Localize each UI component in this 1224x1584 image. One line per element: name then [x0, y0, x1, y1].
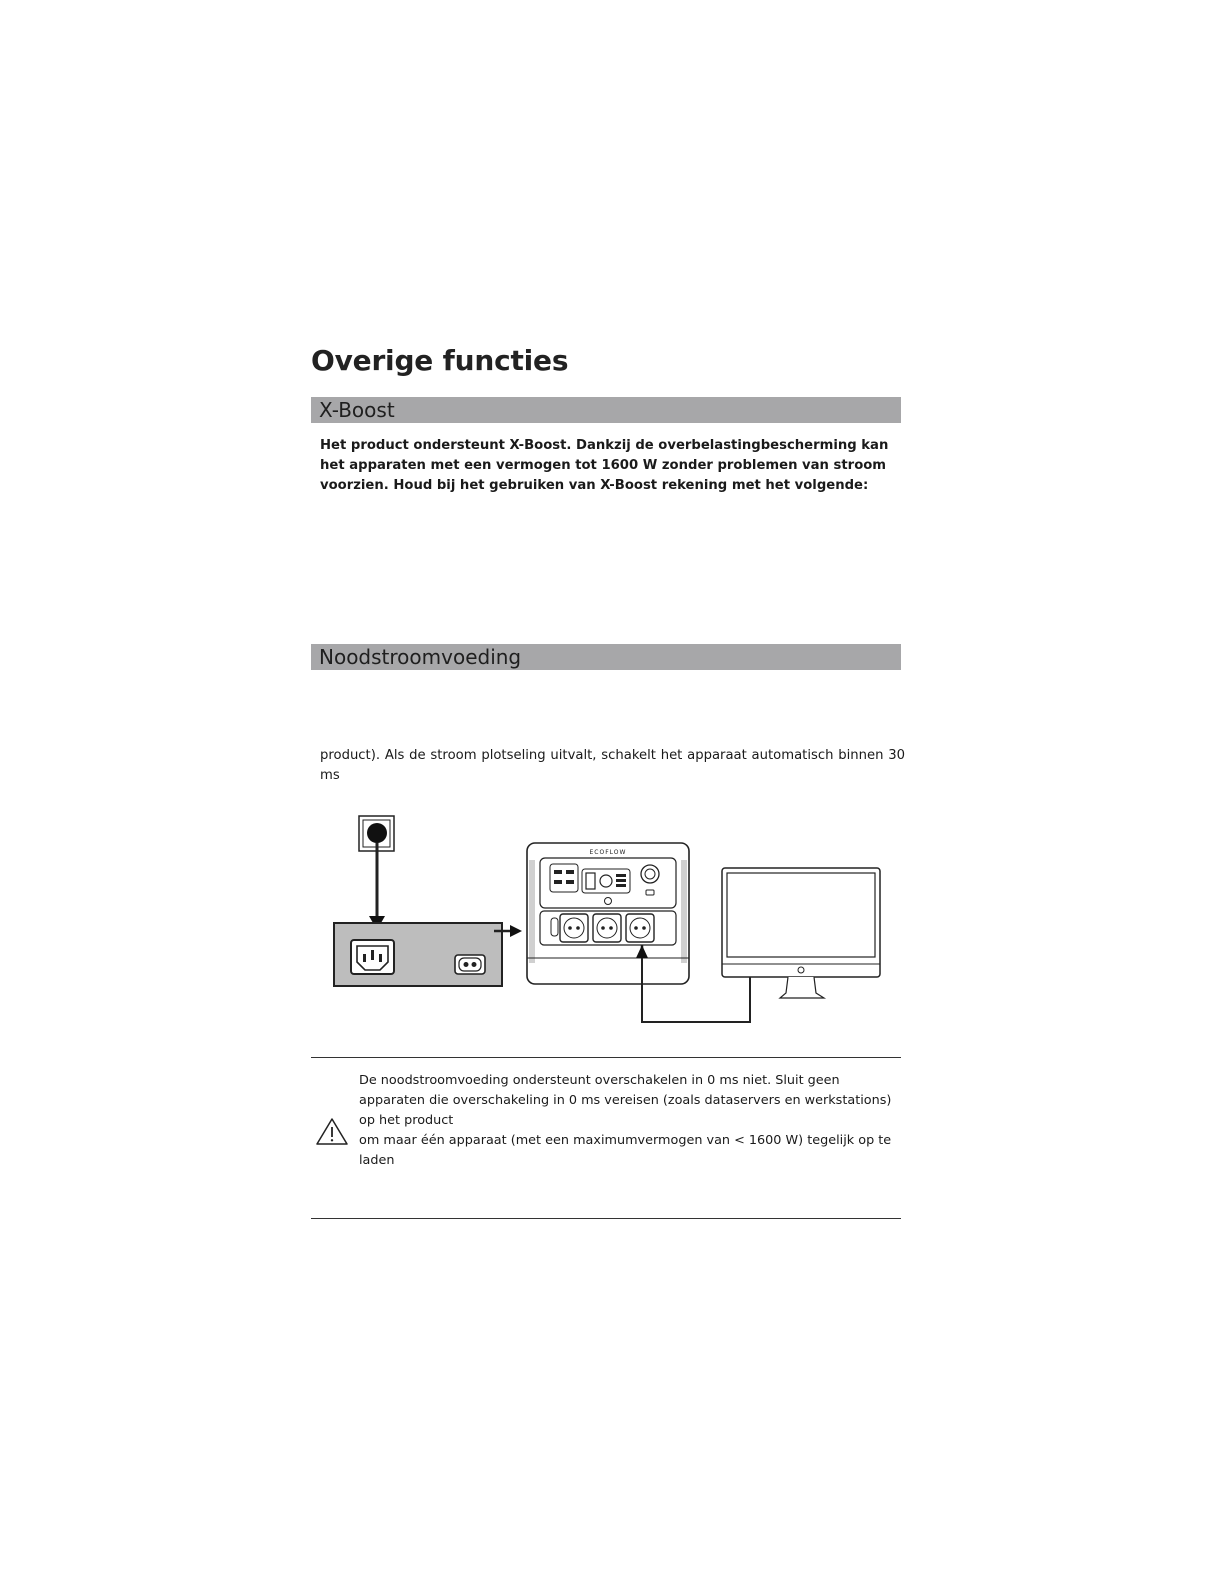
warning-note-text: De noodstroomvoeding ondersteunt overschakelen in 0 ms niet. Sluit geen apparaten die overschakeling in 0 ms vereisen (zoals dataservers en werkstations) op het product	[359, 1073, 892, 1128]
noodstroom-text: product). Als de stroom plotseling uitvalt, schakelt het apparaat automatisch binnen 30 ms	[320, 748, 905, 783]
warning-note-text-continued: om maar één apparaat (met een maximumvermogen van < 1600 W) tegelijk op te laden	[359, 1133, 892, 1168]
xboost-intro: Het product ondersteunt X-Boost. Dankzij de overbelastingbescherming kan het apparaten met een vermogen tot 1600 W zonder problemen van stroom voorzien. Houd bij het gebruiken van X-Boost rekening met het volgende:	[320, 438, 889, 493]
section-header-noodstroomvoeding	[311, 644, 901, 670]
note-divider-top	[311, 1057, 901, 1058]
power-station-icon	[527, 843, 689, 984]
arrow-head-icon	[510, 925, 522, 937]
section-title: X-Boost	[319, 398, 395, 422]
section-title: Noodstroomvoeding	[319, 645, 522, 669]
connection-diagram	[328, 812, 888, 1032]
monitor-icon	[722, 868, 880, 998]
note-divider-bottom	[311, 1218, 901, 1219]
page-title: Overige functies	[311, 344, 569, 377]
ac-input-panel	[334, 923, 502, 986]
section-header-xboost	[311, 397, 901, 423]
warning-icon	[315, 1117, 349, 1147]
brand-label: ECOFLOW	[589, 849, 627, 856]
